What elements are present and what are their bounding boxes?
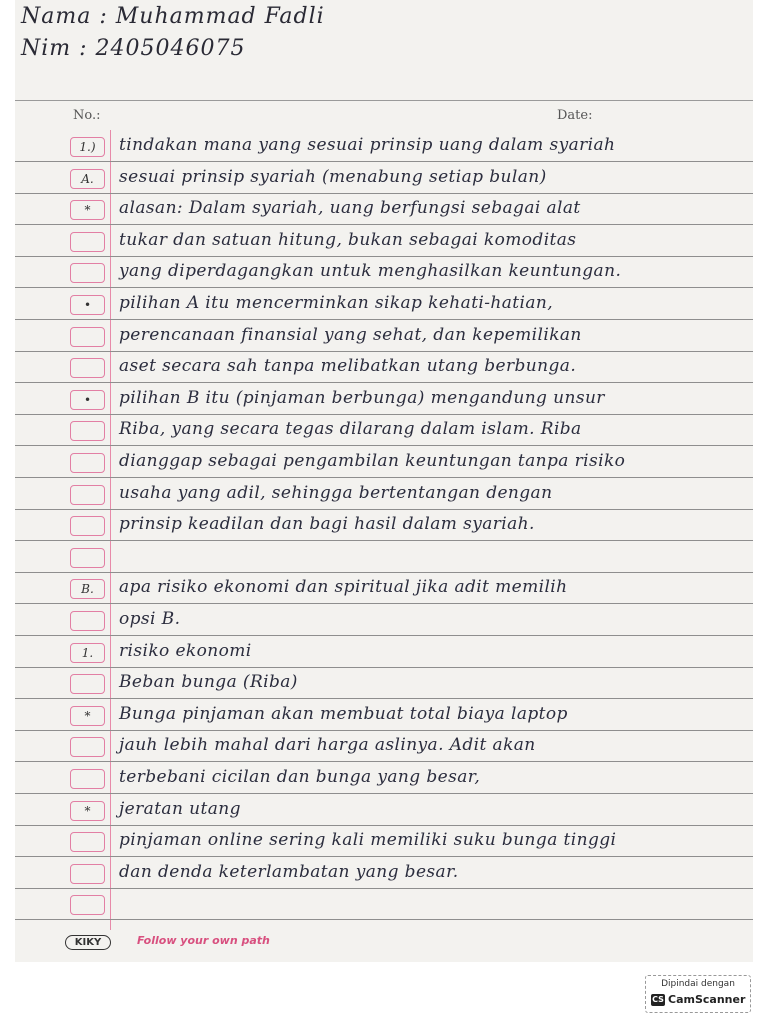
line-number-box: [70, 453, 105, 473]
line-number-box: *: [70, 706, 105, 726]
handwritten-text: dan denda keterlambatan yang besar.: [119, 861, 459, 882]
line-number-box: [70, 674, 105, 694]
notebook-line: [15, 667, 753, 699]
scanner-brand-name: CamScanner: [668, 993, 746, 1006]
line-number-box: [70, 895, 105, 915]
notebook-line: [15, 509, 753, 541]
notebook-line: [15, 383, 753, 415]
notebook-line: [15, 762, 753, 794]
handwritten-text: usaha yang adil, sehingga bertentangan dengan: [119, 482, 553, 503]
handwritten-text: apa risiko ekonomi dan spiritual jika adit memilih: [119, 577, 568, 598]
camscanner-logo-icon: CS: [652, 995, 664, 1004]
notebook-line: [15, 888, 753, 920]
scanner-watermark: [645, 975, 751, 1013]
line-number-box: [70, 421, 105, 441]
notebook-line: [15, 857, 753, 889]
notebook-line: [15, 604, 753, 636]
notebook-line: [15, 730, 753, 762]
notebook-line: [15, 193, 753, 225]
line-number-box: B.: [70, 579, 105, 599]
handwritten-text: aset secara sah tanpa melibatkan utang berbunga.: [119, 356, 577, 377]
line-number-box: [70, 485, 105, 505]
page-number-label: No.:: [73, 108, 101, 123]
notebook-line: [15, 636, 753, 668]
line-number-box: *: [70, 801, 105, 821]
handwritten-text: Bunga pinjaman akan membuat total biaya laptop: [119, 703, 568, 724]
line-number-box: [70, 832, 105, 852]
handwritten-text: terbebani cicilan dan bunga yang besar,: [119, 767, 481, 787]
notebook-line: [15, 446, 753, 478]
line-number-box: [70, 232, 105, 252]
line-number-box: 1.): [70, 137, 105, 157]
handwritten-text: sesuai prinsip syariah (menabung setiap bulan): [119, 166, 547, 187]
handwritten-text: prinsip keadilan dan bagi hasil dalam syariah.: [119, 514, 535, 535]
handwritten-text: jeratan utang: [119, 798, 241, 819]
notebook-line: [15, 699, 753, 731]
handwritten-text: pinjaman online sering kali memiliki suku bunga tinggi: [119, 830, 617, 851]
brand-logo: KIKY: [65, 935, 111, 950]
handwritten-text: perencanaan finansial yang sehat, dan kepemilikan: [119, 324, 582, 345]
handwritten-text: tukar dan satuan hitung, bukan sebagai komoditas: [119, 229, 577, 250]
notebook-line: [15, 414, 753, 446]
notebook-line: [15, 572, 753, 604]
scanner-caption: Dipindai dengan: [661, 979, 735, 989]
line-number-box: A.: [70, 169, 105, 189]
brand-slogan: Follow your own path: [137, 934, 270, 947]
line-number-box: [70, 611, 105, 631]
handwritten-text: dianggap sebagai pengambilan keuntungan tanpa risiko: [119, 451, 626, 471]
student-nim-line: Nim : 2405046075: [21, 36, 246, 61]
handwritten-text: risiko ekonomi: [119, 640, 252, 661]
student-name-line: Nama : Muhammad Fadli: [21, 4, 325, 29]
line-number-box: [70, 358, 105, 378]
notebook-line: [15, 225, 753, 257]
notebook-footer: [15, 928, 753, 962]
handwritten-text: Beban bunga (Riba): [119, 672, 298, 693]
line-number-box: 1.: [70, 643, 105, 663]
line-number-box: [70, 769, 105, 789]
line-number-box: [70, 327, 105, 347]
notebook-page: [15, 0, 753, 962]
line-number-box: [70, 864, 105, 884]
handwritten-text: opsi B.: [119, 609, 181, 629]
handwritten-text: alasan: Dalam syariah, uang berfungsi sebagai alat: [119, 198, 581, 219]
notebook-line: [15, 256, 753, 288]
line-number-box: [70, 263, 105, 283]
line-number-box: [70, 548, 105, 568]
line-number-box: •: [70, 295, 105, 315]
notebook-line: [15, 541, 753, 573]
notebook-line: [15, 794, 753, 826]
handwritten-text: yang diperdagangkan untuk menghasilkan keuntungan.: [119, 261, 622, 282]
page-date-label: Date:: [557, 108, 593, 123]
handwritten-text: Riba, yang secara tegas dilarang dalam islam. Riba: [119, 419, 582, 440]
handwritten-text: pilihan A itu mencerminkan sikap kehati-hatian,: [119, 293, 554, 313]
handwritten-text: jauh lebih mahal dari harga aslinya. Adit akan: [119, 735, 536, 756]
notebook-line: [15, 130, 753, 162]
handwritten-text: pilihan B itu (pinjaman berbunga) mengandung unsur: [119, 387, 605, 408]
notebook-line: [15, 478, 753, 510]
handwritten-text: tindakan mana yang sesuai prinsip uang dalam syariah: [119, 135, 616, 155]
scanner-brand: [651, 993, 745, 1006]
notebook-line: [15, 288, 753, 320]
notebook-line: [15, 351, 753, 383]
line-number-box: [70, 516, 105, 536]
line-number-box: [70, 737, 105, 757]
notebook-line: [15, 320, 753, 352]
header-divider: [15, 100, 753, 101]
notebook-line: [15, 825, 753, 857]
notebook-line: [15, 162, 753, 194]
line-number-box: *: [70, 200, 105, 220]
line-number-box: •: [70, 390, 105, 410]
